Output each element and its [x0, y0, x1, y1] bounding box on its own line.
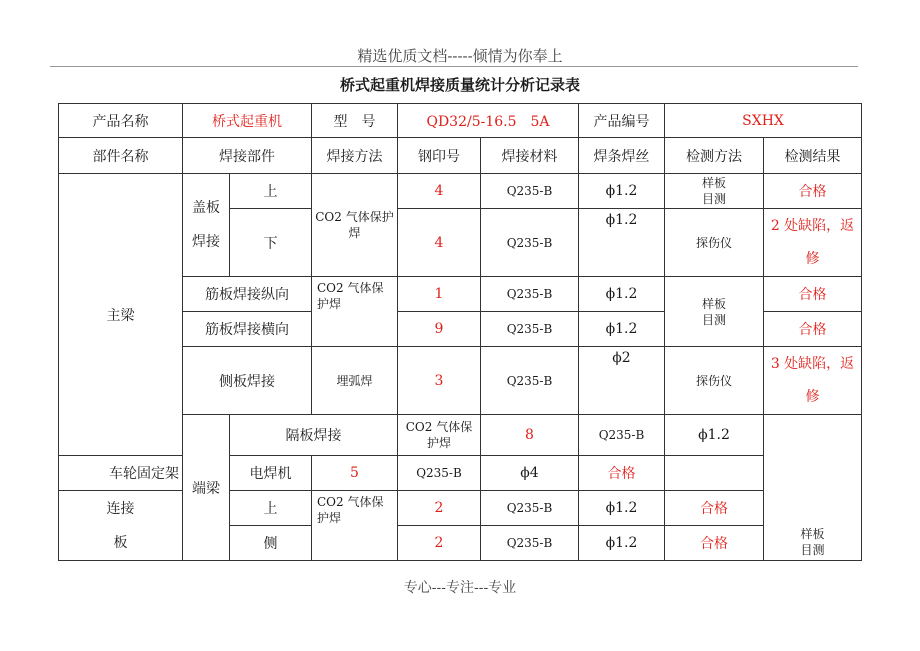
weld-method: CO2 气体保护焊 — [312, 277, 398, 347]
test-result: 合格 — [764, 312, 862, 347]
connecting-plate-cell — [59, 491, 183, 561]
test-result: 合格 — [764, 174, 862, 209]
stamp-no: 9 — [398, 312, 481, 347]
test-method-line1: 样板 — [701, 176, 726, 190]
col-header-weld-material: 焊接材料 — [481, 138, 579, 174]
test-method-line1: 样板 — [800, 527, 825, 541]
wire-spec: ϕ1.2 — [665, 415, 764, 456]
table-row — [59, 456, 862, 491]
weld-part: 上 — [230, 491, 312, 526]
col-header-stamp-no: 钢印号 — [398, 138, 481, 174]
col-header-wire: 焊条焊丝 — [579, 138, 665, 174]
test-method-line2: 目测 — [701, 192, 726, 206]
model-label: 型 号 — [312, 104, 398, 138]
wire-spec: ϕ1.2 — [579, 312, 665, 347]
wire-spec: ϕ1.2 — [579, 209, 665, 277]
test-method — [665, 277, 764, 347]
col-header-test-method: 检测方法 — [665, 138, 764, 174]
stamp-no: 4 — [398, 174, 481, 209]
product-no-value: SXHX — [665, 104, 862, 138]
col-header-test-result: 检测结果 — [764, 138, 862, 174]
weld-material: Q235-B — [481, 277, 579, 312]
stamp-no: 3 — [398, 347, 481, 415]
weld-part: 下 — [230, 209, 312, 277]
connecting-plate-line1: 连接 — [106, 500, 135, 517]
weld-material: Q235-B — [398, 456, 481, 491]
wire-spec: ϕ1.2 — [579, 174, 665, 209]
weld-material: Q235-B — [481, 312, 579, 347]
model-value: QD32/5-16.5 5A — [398, 104, 579, 138]
weld-method: 电焊机 — [230, 456, 312, 491]
connecting-plate-line2: 板 — [113, 534, 128, 551]
weld-method: CO2 气体保护焊 — [398, 415, 481, 456]
cover-plate-weld-cell — [183, 174, 230, 277]
weld-material: Q235-B — [481, 491, 579, 526]
weld-method: CO2 气体保护焊 — [312, 174, 398, 277]
test-result: 合格 — [764, 277, 862, 312]
page-header: 精选优质文档-----倾情为你奉上 — [357, 47, 563, 65]
weld-part: 筋板焊接横向 — [183, 312, 312, 347]
header-rule — [50, 66, 858, 67]
info-row — [59, 104, 862, 138]
weld-material: Q235-B — [481, 526, 579, 561]
weld-part: 上 — [230, 174, 312, 209]
stamp-no: 2 — [398, 491, 481, 526]
page-footer: 专心---专注---专业 — [403, 580, 517, 596]
cover-plate-line2: 焊接 — [192, 234, 220, 250]
test-method: 探伤仪 — [665, 347, 764, 415]
test-method-line2: 目测 — [701, 312, 726, 327]
test-method — [665, 174, 764, 209]
test-result: 合格 — [665, 491, 764, 526]
stamp-no: 4 — [398, 209, 481, 277]
weld-quality-table — [58, 103, 862, 561]
weld-part: 侧板焊接 — [183, 347, 312, 415]
wire-spec: ϕ4 — [481, 456, 579, 491]
stamp-no: 5 — [312, 456, 398, 491]
test-result: 合格 — [665, 526, 764, 561]
weld-part: 隔板焊接 — [230, 415, 398, 456]
wire-spec: ϕ1.2 — [579, 491, 665, 526]
test-method — [764, 415, 862, 561]
stamp-no: 1 — [398, 277, 481, 312]
weld-part: 车轮固定架 — [59, 456, 230, 491]
wire-spec: ϕ2 — [579, 347, 665, 415]
cover-plate-line1: 盖板 — [192, 200, 220, 216]
col-header-component: 部件名称 — [59, 138, 183, 174]
group-main-beam: 主梁 — [59, 174, 183, 456]
test-method-line2: 目测 — [800, 543, 825, 557]
wire-spec: ϕ1.2 — [579, 277, 665, 312]
col-header-weld-part: 焊接部件 — [183, 138, 312, 174]
test-result: 2 处缺陷，返修 — [764, 209, 862, 277]
test-result: 3 处缺陷，返修 — [764, 347, 862, 415]
stamp-no: 8 — [481, 415, 579, 456]
product-name-label: 产品名称 — [59, 104, 183, 138]
wire-spec: ϕ1.2 — [579, 526, 665, 561]
weld-part: 侧 — [230, 526, 312, 561]
weld-material: Q235-B — [579, 415, 665, 456]
test-result: 合格 — [579, 456, 665, 491]
table-row — [59, 174, 862, 209]
column-header-row — [59, 138, 862, 174]
product-name-value: 桥式起重机 — [183, 104, 312, 138]
weld-material: Q235-B — [481, 347, 579, 415]
weld-material: Q235-B — [481, 174, 579, 209]
weld-method: 埋弧焊 — [312, 347, 398, 415]
test-method-line1: 样板 — [701, 296, 726, 311]
weld-material: Q235-B — [481, 209, 579, 277]
weld-part: 筋板焊接纵向 — [183, 277, 312, 312]
document-title: 桥式起重机焊接质量统计分析记录表 — [339, 76, 580, 94]
test-method: 探伤仪 — [665, 209, 764, 277]
table-row — [59, 491, 862, 526]
col-header-weld-method: 焊接方法 — [312, 138, 398, 174]
stamp-no: 2 — [398, 526, 481, 561]
weld-method: CO2 气体保护焊 — [312, 491, 398, 561]
group-end-beam: 端梁 — [183, 415, 230, 561]
product-no-label: 产品编号 — [579, 104, 665, 138]
